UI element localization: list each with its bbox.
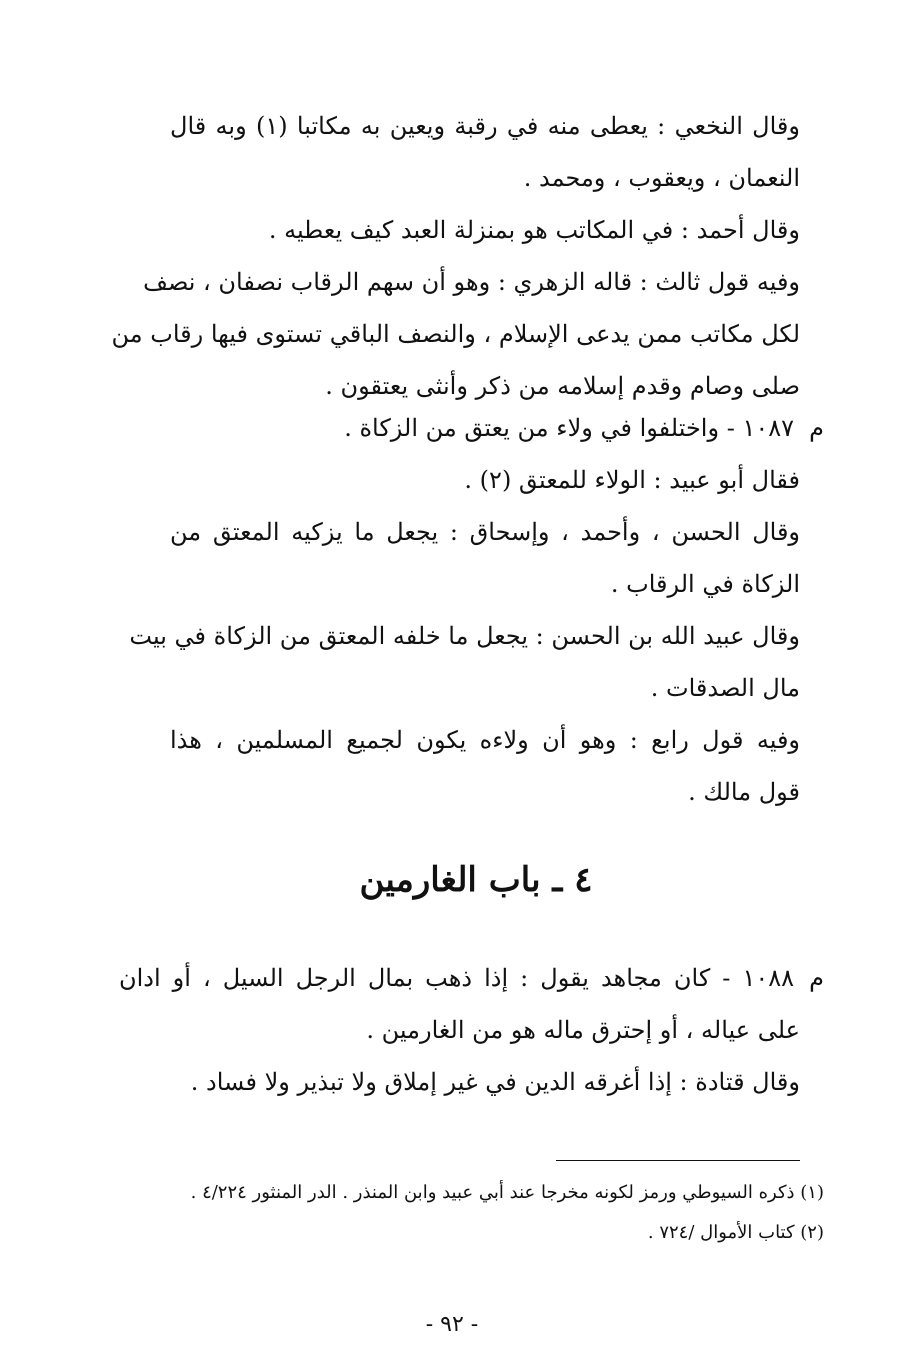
- text-line: فقال أبو عبيد : الولاء للمعتق (٢) .: [464, 466, 800, 494]
- text-line: مال الصدقات .: [650, 674, 800, 702]
- margin-marker: م: [809, 414, 824, 442]
- text-line: وقال أحمد : في المكاتب هو بمنزلة العبد كيف يعطيه .: [268, 216, 800, 244]
- text-line: ١٠٨٨ - كان مجاهد يقول : إذا ذهب بمال الرجل السيل ، أو ادان: [119, 964, 794, 992]
- text-line: صلى وصام وقدم إسلامه من ذكر وأنثى يعتقون .: [325, 372, 800, 400]
- footnote: (١) ذكره السيوطي ورمز لكونه مخرجا عند أبي عبيد وابن المنذر . الدر المنثور ٤/٢٢٤ .: [190, 1182, 824, 1203]
- text-line: وقال الحسن ، وأحمد ، وإسحاق : يجعل ما يزكيه المعتق من: [170, 518, 800, 546]
- text-line: الزكاة في الرقاب .: [610, 570, 800, 598]
- text-line: وقال قتادة : إذا أغرقه الدين في غير إملاق ولا تبذير ولا فساد .: [190, 1068, 800, 1096]
- text-line: لكل مكاتب ممن يدعى الإسلام ، والنصف الباقي تستوى فيها رقاب من: [111, 320, 800, 348]
- text-line: وفيه قول رابع : وهو أن ولاءه يكون لجميع المسلمين ، هذا: [170, 726, 800, 754]
- text-line: قول مالك .: [688, 778, 800, 806]
- text-line: وقال عبيد الله بن الحسن : يجعل ما خلفه المعتق من الزكاة في بيت: [129, 622, 800, 650]
- text-line: النعمان ، ويعقوب ، ومحمد .: [523, 164, 800, 192]
- text-line: ١٠٨٧ - واختلفوا في ولاء من يعتق من الزكاة .: [344, 414, 794, 442]
- text-line: على عياله ، أو إحترق ماله هو من الغارمين .: [366, 1016, 800, 1044]
- footnote: (٢) كتاب الأموال /٧٢٤ .: [647, 1222, 824, 1243]
- text-line: وقال النخعي : يعطى منه في رقبة ويعين به مكاتبا (١) وبه قال: [170, 112, 800, 140]
- footnote-separator: [556, 1160, 800, 1161]
- section-title: ٤ ـ باب الغارمين: [359, 860, 593, 900]
- text-line: وفيه قول ثالث : قاله الزهري : وهو أن سهم الرقاب نصفان ، نصف: [143, 268, 800, 296]
- margin-marker: م: [809, 964, 824, 992]
- page-number: - ٩٢ -: [425, 1312, 479, 1337]
